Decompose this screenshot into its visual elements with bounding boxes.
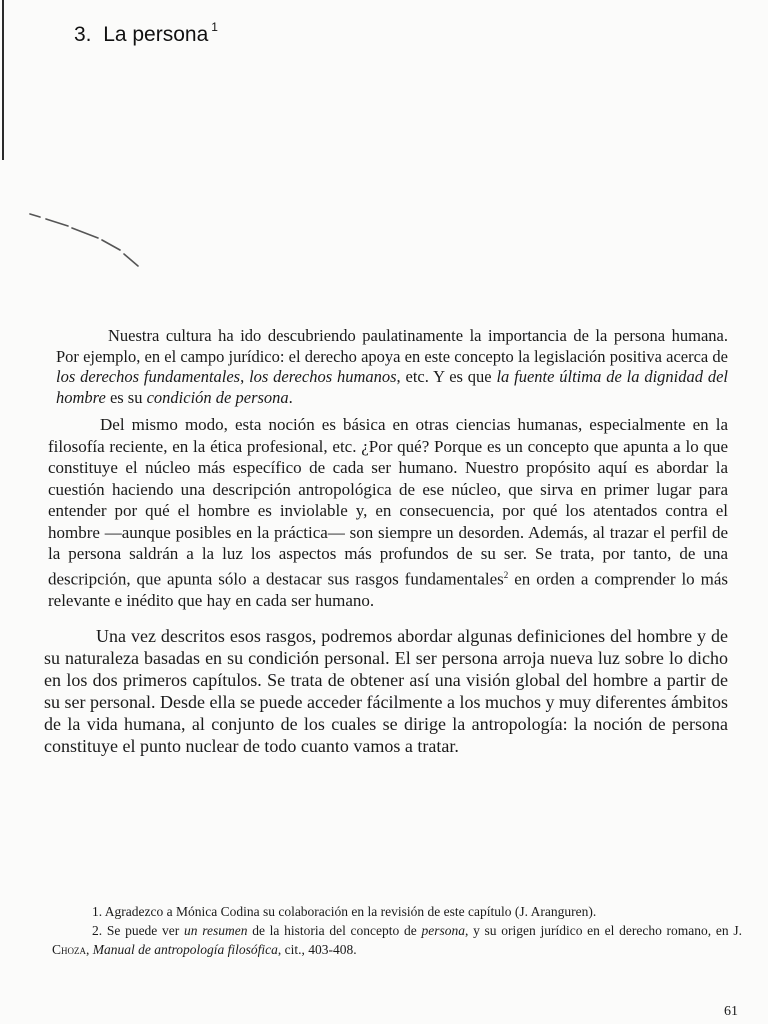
p1-text-5: . <box>288 387 293 407</box>
p1-italic-2: los derechos humanos <box>249 367 397 386</box>
footnote-2 <box>52 921 742 959</box>
p1-text-2: , <box>240 367 250 386</box>
p2-text-2: en orden a comprender lo más relevante e inédito que hay en cada ser humano. <box>48 569 728 610</box>
chapter-body <box>44 326 728 757</box>
chapter-number: 3. <box>74 23 92 46</box>
paragraph-2 <box>48 414 728 611</box>
p1-text-3: , etc. Y es que <box>396 367 497 386</box>
paragraph-1 <box>56 326 728 408</box>
scan-edge-line <box>2 0 4 160</box>
footnotes <box>52 902 742 959</box>
p2-footnote-ref: 2 <box>503 569 509 580</box>
fn2-text-2: de la historia del concepto de <box>247 923 422 938</box>
fn2-text-5: , cit., 403-408. <box>277 942 357 957</box>
p1-italic-4: condición de persona <box>146 387 289 407</box>
paragraph-3: Una vez descritos esos rasgos, podremos abordar algunas definiciones del hombre y de su naturaleza basadas en su condición personal. El ser persona arroja nueva luz sobre lo dicho en los dos primeros capítulos. Se trata de obtener así una visión global del hombre a partir de su ser personal. Desde ella se puede acceder fácilmente a los muchos y muy diferentes ámbitos de la vida humana, al conjunto de los cuales se dirige la antropología: la noción de persona constituye el punto nuclear de todo cuanto vamos a tratar. <box>44 626 728 757</box>
fn2-text-3: , y su origen jurídico en el derecho romano, en J. <box>464 923 742 938</box>
fn2-text-4: , <box>86 942 93 957</box>
fn2-author: Choza <box>52 942 87 957</box>
p1-italic-1: los derechos fundamentales <box>56 367 241 386</box>
p1-italic-3: la fuente última de la dignidad del hombre <box>56 367 728 407</box>
chapter-title-text: La persona <box>103 23 209 46</box>
chapter-footnote-ref: 1 <box>211 20 218 34</box>
pencil-stroke-mark <box>28 210 143 270</box>
fn2-italic-1: un resumen <box>184 923 248 938</box>
chapter-title <box>74 20 218 47</box>
fn2-text-1: 2. Se puede ver <box>92 923 184 938</box>
footnote-1: 1. Agradezco a Mónica Codina su colaboración en la revisión de este capítulo (J. Aranguren). <box>92 904 597 919</box>
p1-text-4: es su <box>105 387 147 407</box>
fn2-italic-2: persona <box>421 923 465 938</box>
fn2-italic-3: Manual de antropología filosófica <box>92 942 278 957</box>
page-number: 61 <box>724 1004 738 1019</box>
p1-text-1: Nuestra cultura ha ido descubriendo paulatinamente la importancia de la persona humana. Por ejemplo, en el campo jurídico: el derecho apoya en este concepto la legislación positiva acerca de <box>56 326 728 366</box>
p2-text-1: Del mismo modo, esta noción es básica en otras ciencias humanas, especialmente en la filosofía reciente, en la ética profesional, etc. ¿Por qué? Porque es un concepto que apunta a lo que constituye el núcleo más específico de cada ser humano. Nuestro propósito aquí es abordar la cuestión haciendo una descripción antropológica de ese núcleo, que sirva en primer lugar para entender por qué el hombre es inviolable y, en consecuencia, por qué los atentados contra el hombre —aunque posibles en la práctica— son siempre un desorden. Además, al trazar el perfil de la persona saldrán a la luz los aspectos más profundos de su ser. Se trata, por tanto, de una descripción, que apunta sólo a destacar sus rasgos fundamentales <box>48 415 728 589</box>
